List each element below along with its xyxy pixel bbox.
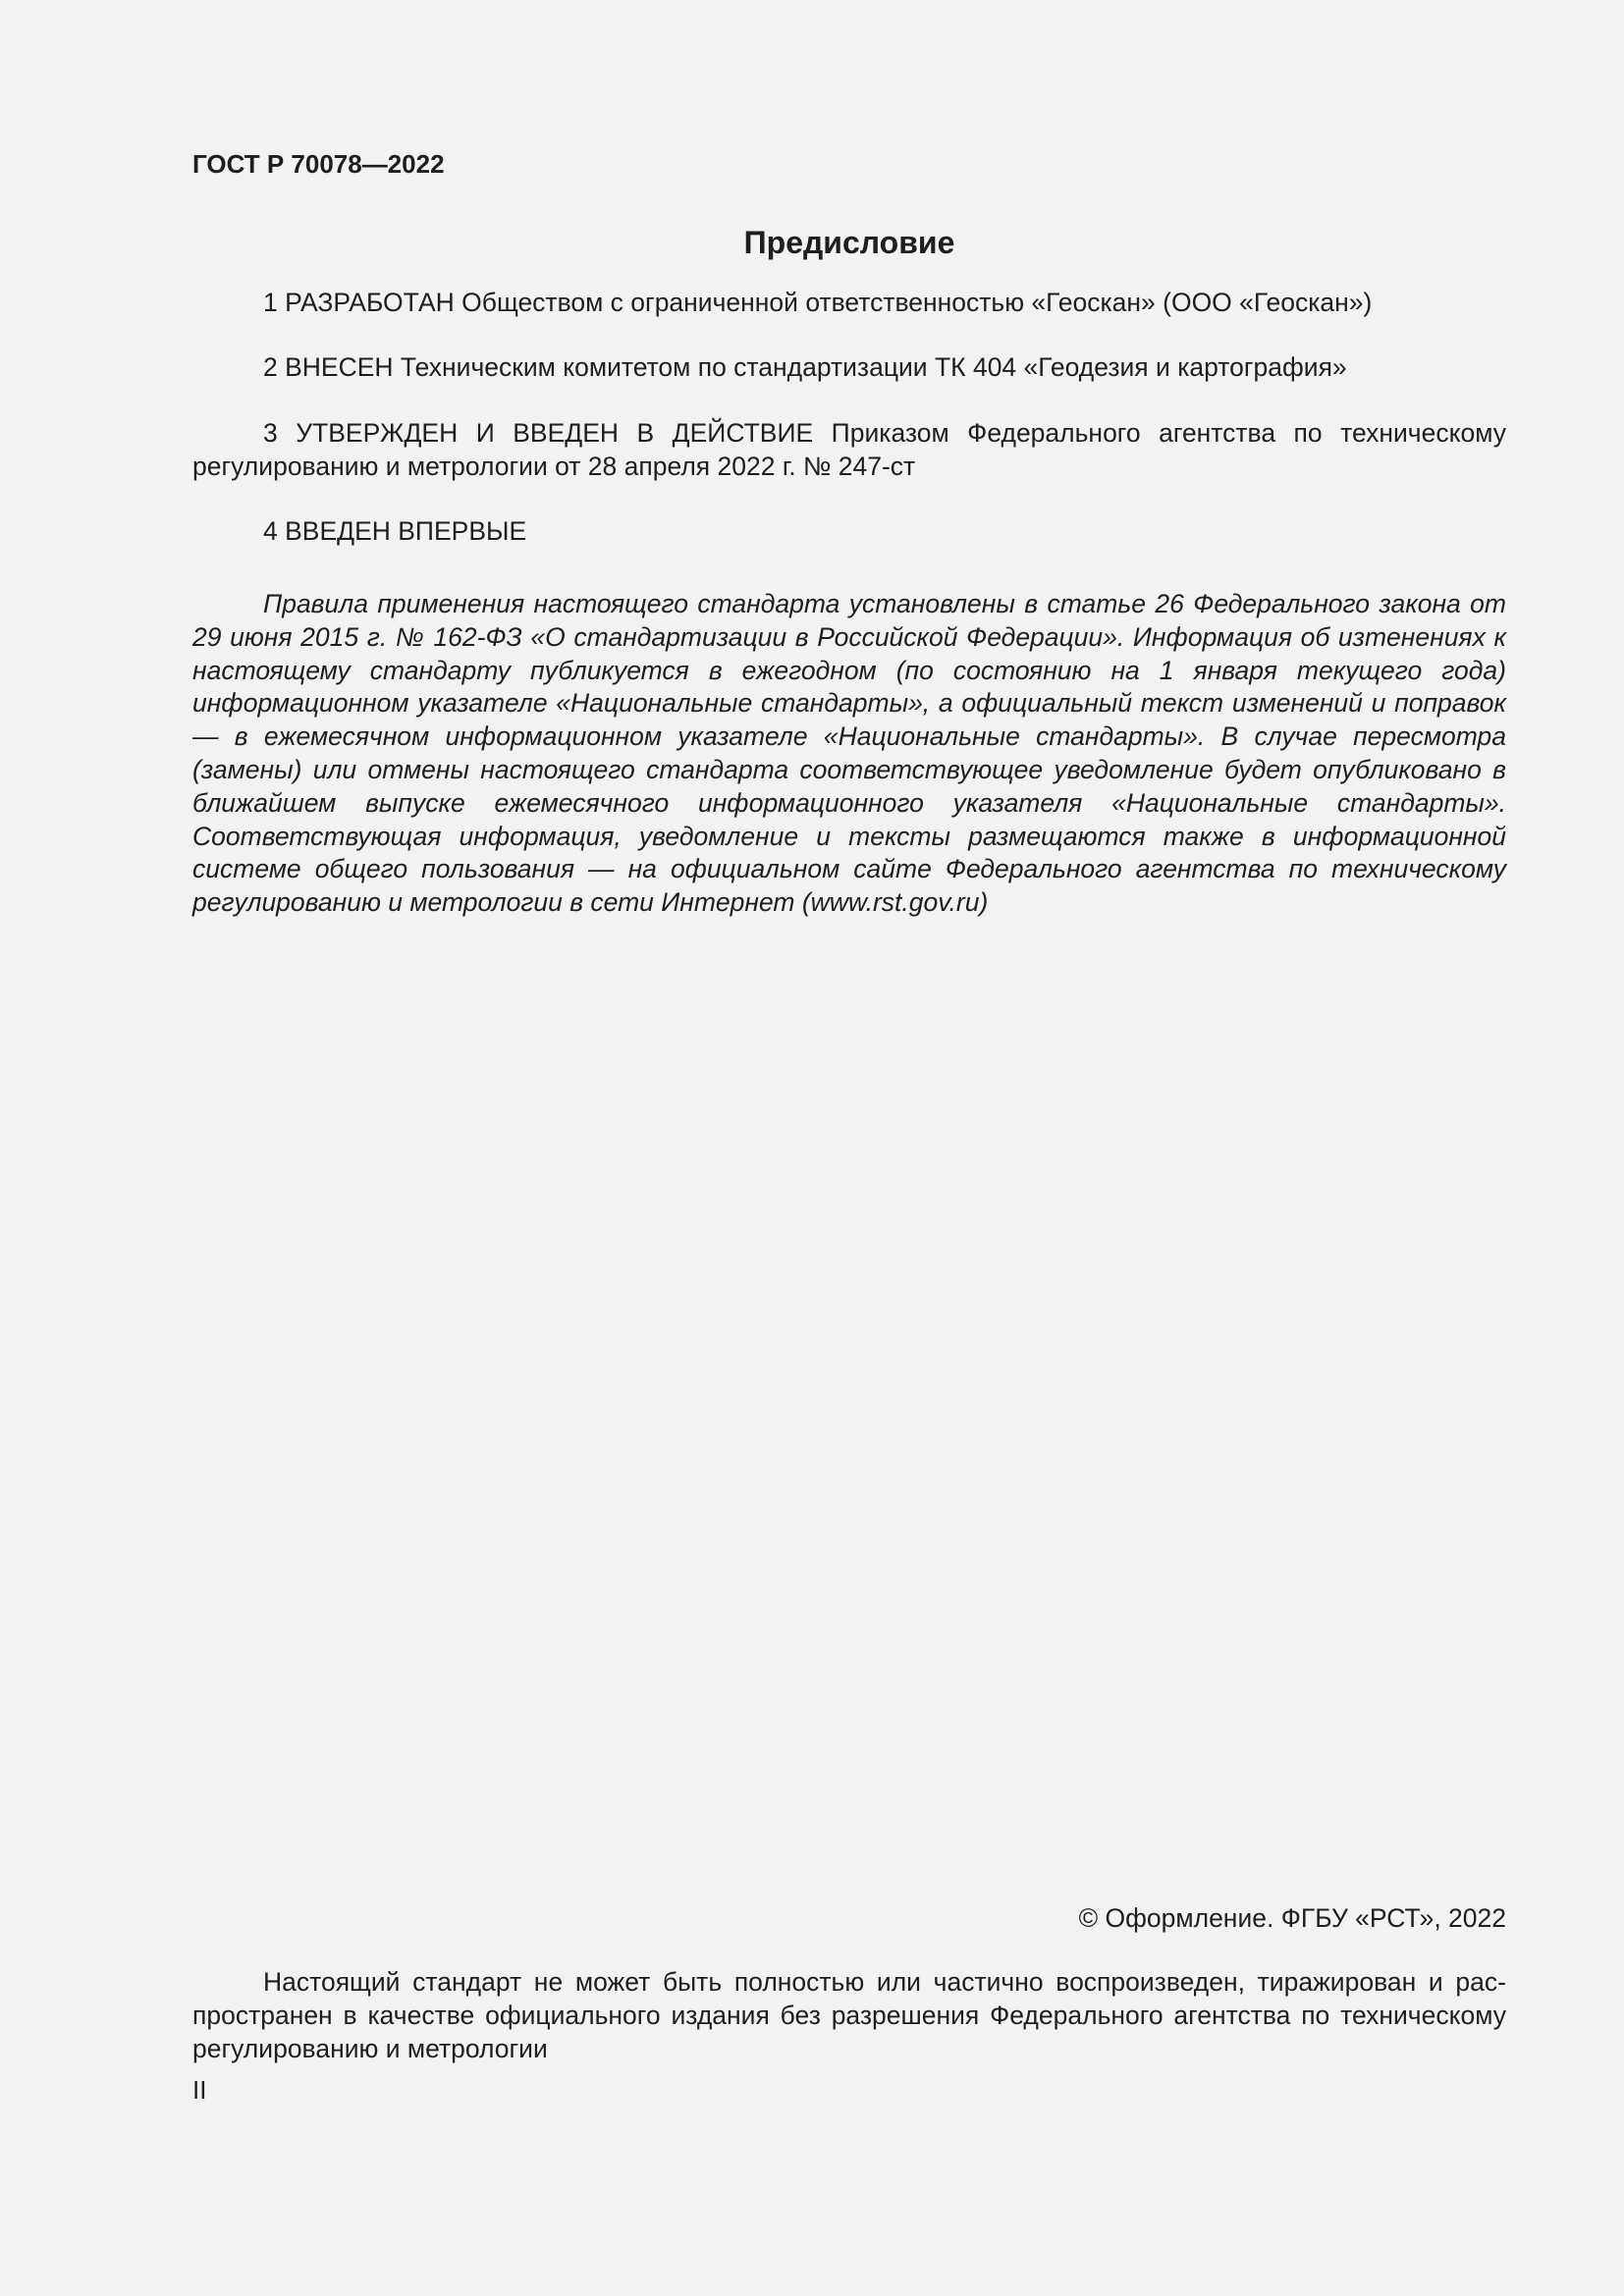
reproduction-notice: Настоящий стандарт не может быть полностью или частично воспроизведен, тиражирован и распространен в качестве официального издания без разрешения Федерального агентства по техническому регулированию и метрологии — [192, 1967, 1506, 2063]
foreword-item-first-edition: 4 ВВЕДЕН ВПЕРВЫЕ — [263, 516, 527, 546]
page-title: Предисловие — [743, 225, 955, 260]
copyright-notice: © Оформление. ФГБУ «РСТ», 2022 — [1078, 1903, 1506, 1933]
foreword-item-introduced: 2 ВНЕСЕН Техническим комитетом по стандартизации ТК 404 «Геодезия и картография» — [263, 352, 1347, 382]
foreword-item-approved: 3 УТВЕРЖДЕН И ВВЕДЕН В ДЕЙСТВИЕ Приказом Федерального агентства по техническому регулированию и метрологии от 28 апреля 2022 г. № 247-ст — [192, 418, 1506, 481]
document-code: ГОСТ Р 70078—2022 — [192, 149, 445, 179]
application-rules-paragraph: Правила применения настоящего стандарта установлены в статье 26 Федерального закона от 29 июня 2015 г. № 162-ФЗ «О стандартизации в Российской Федерации». Информация об изmенениях к настоящему стандарту публикуется в ежегодном (по состоянию на 1 января текущего года) информационном указателе «Национальные стандарты», а официальный текст изменений и поправок — в ежемесячном информационном указателе «Национальные стандарты». В случае пересмотра (замены) или отмены настоящего стандарта соответствующее уведомление будет опубликовано в ближайшем выпуске ежемесячного информационного указателя «Национальные стандарты». Соответствующая информация, уведомление и тексты размещаются также в информационной системе общего пользования — на официальном сайте Федерального агентства по техническому регулированию и метрологии в сети Интернет (www.rst.gov.ru) — [192, 589, 1506, 918]
foreword-item-developed: 1 РАЗРАБОТАН Обществом с ограниченной ответственностью «Геоскан» (ООО «Геоскан») — [263, 288, 1373, 317]
page-number: II — [192, 2075, 207, 2105]
